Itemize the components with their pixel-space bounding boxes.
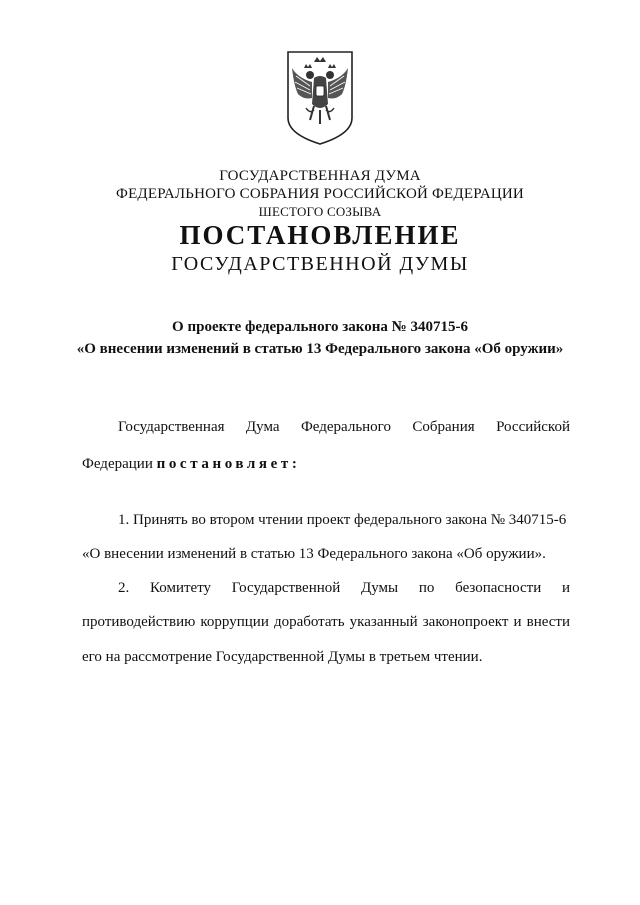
preamble-line-2	[82, 455, 570, 474]
convocation-line: ШЕСТОГО СОЗЫВА	[258, 204, 382, 219]
resolves-word: постановляет:	[156, 456, 301, 472]
item-2-line-1: 2. Комитету Государственной Думы по безопасности и	[118, 580, 570, 596]
document-type-title: ПОСТАНОВЛЕНИЕ	[179, 220, 461, 250]
russian-double-headed-eagle-emblem-icon	[284, 48, 356, 148]
state-emblem	[284, 48, 356, 148]
preamble-line-1: Государственная Дума Федерального Собрания Российской	[118, 419, 570, 435]
preamble-prefix: Федерации	[82, 456, 157, 472]
subject-line-1: О проекте федерального закона № 340715-6	[172, 319, 468, 335]
document-issuer: ГОСУДАРСТВЕННОЙ ДУМЫ	[171, 253, 469, 275]
item-2-line-2: противодействию коррупции доработать указанный законопроект и внести	[82, 614, 570, 630]
item-1-line-2: «О внесении изменений в статью 13 Федерального закона «Об оружии».	[82, 546, 546, 562]
subject-line-2: «О внесении изменений в статью 13 Федерального закона «Об оружии»	[76, 341, 564, 357]
item-1-line-1: 1. Принять во втором чтении проект федерального закона № 340715-6	[118, 512, 567, 528]
item-2-line-3: его на рассмотрение Государственной Думы в третьем чтении.	[82, 649, 483, 665]
org-name-line-1: ГОСУДАРСТВЕННАЯ ДУМА	[219, 168, 421, 184]
org-name-line-2: ФЕДЕРАЛЬНОГО СОБРАНИЯ РОССИЙСКОЙ ФЕДЕРАЦИИ	[116, 186, 524, 202]
